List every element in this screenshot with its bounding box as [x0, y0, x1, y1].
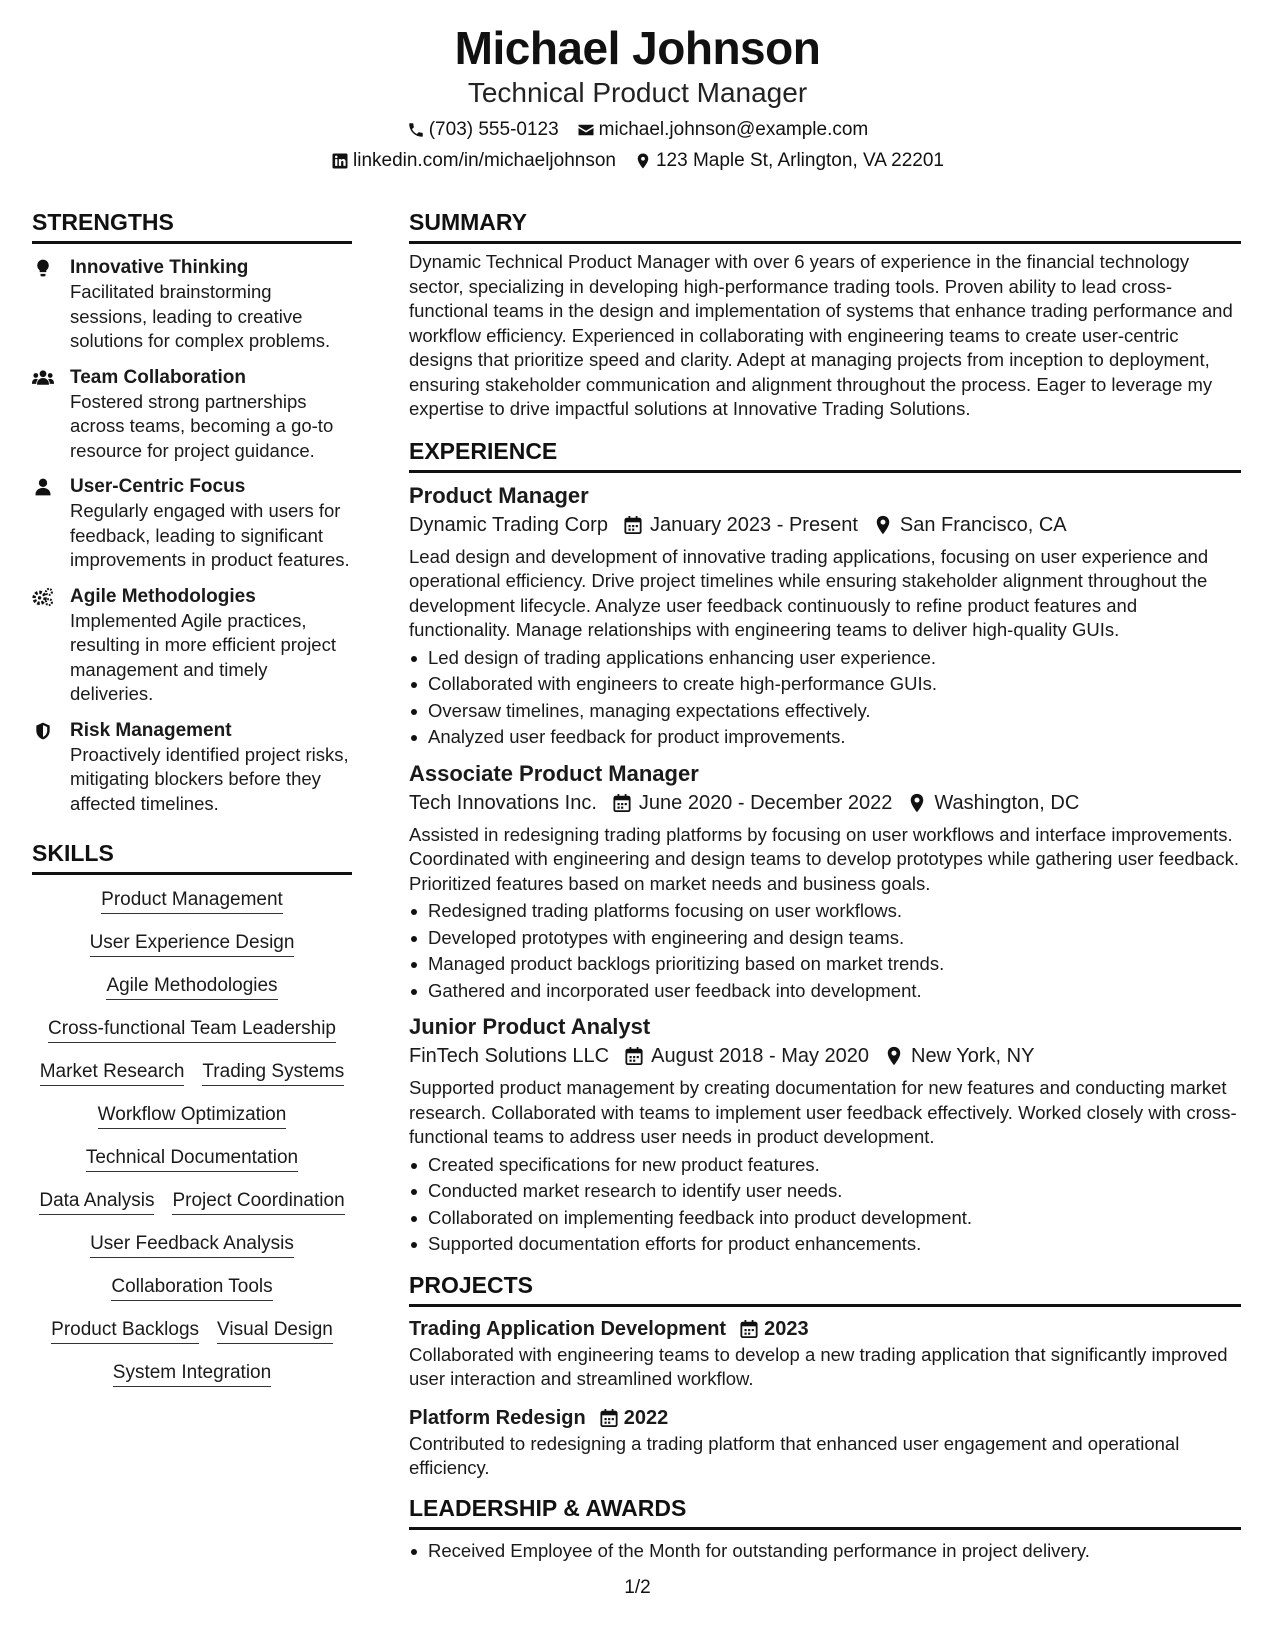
- job-entry: [409, 759, 1241, 1005]
- list-item: Oversaw timelines, managing expectations effectively.: [409, 698, 1241, 725]
- job-bullets: [409, 898, 1241, 1004]
- list-item: Developed prototypes with engineering and design teams.: [409, 925, 1241, 952]
- contact-line-2: [0, 149, 1275, 173]
- job-dates: January 2023 - Present: [649, 513, 858, 536]
- job-entry: [409, 481, 1241, 751]
- project-entry: [409, 1315, 1241, 1392]
- skill-tag: Technical Documentation: [86, 1147, 298, 1172]
- job-company: Tech Innovations Inc.: [409, 791, 597, 814]
- projects-heading: PROJECTS: [409, 1270, 1241, 1307]
- strengths-list: [32, 256, 352, 816]
- list-item: Redesigned trading platforms focusing on user workflows.: [409, 898, 1241, 925]
- job-title: Associate Product Manager: [409, 760, 699, 786]
- list-item: Supported documentation efforts for product enhancements.: [409, 1231, 1241, 1258]
- skill-tag: Product Backlogs: [51, 1319, 199, 1344]
- project-header: [409, 1315, 1241, 1343]
- envelope-icon: [577, 121, 595, 139]
- map-pin-icon: [908, 793, 926, 813]
- job-dates: August 2018 - May 2020: [651, 1045, 870, 1067]
- left-column: [32, 207, 352, 1387]
- gears-icon: [32, 587, 54, 607]
- strength-title: User-Centric Focus: [70, 476, 246, 497]
- skill-tag: Workflow Optimization: [98, 1104, 287, 1129]
- job-description: Supported product management by creating documentation for new features and conducting market research. Collaborated with teams to implement user feedback effectively. Worked closely with cross-functional teams to address user needs in product development.: [409, 1077, 1237, 1147]
- strengths-heading: STRENGTHS: [32, 207, 352, 244]
- project-header: [409, 1404, 1241, 1432]
- job-meta: [409, 511, 1241, 539]
- list-item: Managed product backlogs prioritizing based on market trends.: [409, 951, 1241, 978]
- users-icon: [32, 368, 54, 388]
- strength-desc: Implemented Agile practices, resulting in more efficient project management and timely deliveries.: [70, 609, 336, 704]
- project-description: Contributed to redesigning a trading platform that enhanced user engagement and operational efficiency.: [409, 1432, 1180, 1478]
- list-item: Created specifications for new product features.: [409, 1152, 1241, 1179]
- list-item: Led design of trading applications enhancing user experience.: [409, 645, 1241, 672]
- skill-tag: User Feedback Analysis: [90, 1233, 294, 1258]
- job-description: Lead design and development of innovative trading applications, focusing on user experience and operational efficiency. Drive project timelines while ensuring stakeholder alignment throughout the development lifecycle. Analyze user feedback continuously to refine product features and functionality. Manage relationships with engineering teams to deliver high-quality GUIs.: [409, 545, 1209, 640]
- linkedin-text[interactable]: linkedin.com/in/michaeljohnson: [353, 150, 616, 171]
- list-item: Gathered and incorporated user feedback into development.: [409, 978, 1241, 1005]
- job-bullets: [409, 1152, 1241, 1258]
- project-year: 2022: [623, 1406, 669, 1429]
- list-item: Collaborated on implementing feedback into product development.: [409, 1205, 1241, 1232]
- strength-desc: Proactively identified project risks, mitigating blockers before they affected timelines.: [70, 743, 349, 814]
- project-title: Platform Redesign: [409, 1406, 586, 1429]
- skill-tag: System Integration: [113, 1362, 271, 1387]
- strength-desc: Facilitated brainstorming sessions, leading to creative solutions for complex problems.: [70, 281, 331, 351]
- calendar-icon: [613, 793, 631, 813]
- skills-heading: SKILLS: [32, 838, 352, 875]
- job-title: Product Manager: [409, 482, 589, 508]
- job-company: FinTech Solutions LLC: [409, 1045, 610, 1067]
- strength-item: [32, 475, 352, 573]
- contact-line-1: [0, 118, 1275, 142]
- strength-item: [32, 719, 352, 817]
- job-entry: [409, 1012, 1241, 1258]
- job-meta: [409, 1042, 1241, 1070]
- right-column: [409, 207, 1241, 1564]
- strength-item: [32, 585, 352, 707]
- job-dates: June 2020 - December 2022: [638, 791, 893, 814]
- skill-tag: Visual Design: [217, 1319, 333, 1344]
- job-location: San Francisco, CA: [899, 513, 1067, 536]
- candidate-title: Technical Product Manager: [467, 77, 808, 108]
- skill-tag: User Experience Design: [90, 932, 295, 957]
- strength-item: [32, 256, 352, 354]
- project-entry: [409, 1404, 1241, 1481]
- calendar-icon: [740, 1319, 758, 1339]
- list-item: Collaborated with engineers to create high-performance GUIs.: [409, 671, 1241, 698]
- strength-title: Risk Management: [70, 719, 232, 741]
- summary-heading: SUMMARY: [409, 207, 1241, 244]
- job-location: New York, NY: [911, 1045, 1035, 1067]
- calendar-icon: [624, 515, 642, 535]
- skills-list: [32, 889, 352, 1387]
- skill-tag: Product Management: [101, 889, 283, 914]
- list-item: Conducted market research to identify user needs.: [409, 1178, 1241, 1205]
- skill-tag: Data Analysis: [39, 1190, 154, 1215]
- project-description: Collaborated with engineering teams to develop a new trading application that significantly improved user interaction and streamlined workflow.: [409, 1343, 1228, 1389]
- strength-title: Innovative Thinking: [70, 257, 249, 278]
- calendar-icon: [600, 1408, 618, 1428]
- map-pin-icon: [874, 515, 892, 535]
- resume-header: [0, 20, 1275, 173]
- candidate-name: Michael Johnson: [454, 22, 821, 74]
- list-item: Received Employee of the Month for outstanding performance in project delivery.: [409, 1538, 1241, 1565]
- linkedin-contact[interactable]: [331, 149, 616, 173]
- list-item: Analyzed user feedback for product improvements.: [409, 724, 1241, 751]
- project-year: 2023: [764, 1317, 809, 1340]
- address-contact: [634, 149, 944, 173]
- map-pin-icon: [885, 1046, 903, 1066]
- skill-tag: Project Coordination: [172, 1190, 344, 1215]
- email-text[interactable]: michael.johnson@example.com: [598, 119, 869, 140]
- linkedin-icon: [331, 152, 349, 170]
- phone-icon: [407, 121, 425, 139]
- job-title: Junior Product Analyst: [409, 1014, 651, 1039]
- strength-desc: Fostered strong partnerships across teams, becoming a go-to resource for project guidance.: [70, 390, 334, 461]
- calendar-icon: [625, 1046, 643, 1066]
- job-company: Dynamic Trading Corp: [409, 513, 608, 536]
- strength-title: Team Collaboration: [70, 366, 246, 388]
- skill-tag: Market Research: [40, 1061, 185, 1086]
- skill-tag: Cross-functional Team Leadership: [48, 1018, 336, 1043]
- strength-desc: Regularly engaged with users for feedback, leading to significant improvements in product features.: [70, 500, 350, 570]
- phone-text: (703) 555-0123: [428, 119, 559, 140]
- page-number: 1/2: [624, 1577, 651, 1598]
- skill-tag: Agile Methodologies: [106, 975, 277, 1000]
- experience-heading: EXPERIENCE: [409, 436, 1241, 473]
- skill-tag: Trading Systems: [202, 1061, 344, 1086]
- job-location: Washington, DC: [934, 791, 1080, 814]
- summary-text: Dynamic Technical Product Manager with over 6 years of experience in the financial technology sector, specializing in developing high-performance trading tools. Proven ability to lead cross-functional teams in the design and implementation of systems that enhance trading performance and workflow efficiency. Experienced in collaborating with engineering teams to create user-centric designs that prioritize speed and clarity. Adept at managing projects from inception to deployment, ensuring stakeholder communication and alignment throughout the process. Eager to leverage my expertise to drive impactful solutions at Innovative Trading Solutions.: [409, 251, 1233, 419]
- shield-icon: [32, 721, 54, 741]
- leadership-bullets: [409, 1538, 1241, 1565]
- skill-tag: Collaboration Tools: [111, 1276, 272, 1301]
- email-contact[interactable]: [577, 118, 869, 142]
- job-meta: [409, 789, 1241, 817]
- strength-item: [32, 366, 352, 464]
- job-bullets: [409, 645, 1241, 751]
- address-text: 123 Maple St, Arlington, VA 22201: [655, 150, 944, 171]
- job-description: Assisted in redesigning trading platforms by focusing on user workflows and interface improvements. Coordinated with engineering and design teams to develop prototypes while gathering user feedback. Prioritized features based on market needs and business goals.: [409, 823, 1239, 894]
- project-title: Trading Application Development: [409, 1317, 727, 1340]
- strength-title: Agile Methodologies: [70, 585, 256, 607]
- user-icon: [32, 477, 54, 497]
- map-pin-icon: [634, 152, 652, 170]
- phone-contact: [407, 118, 559, 142]
- lightbulb-icon: [32, 258, 54, 278]
- leadership-heading: LEADERSHIP & AWARDS: [409, 1493, 1241, 1530]
